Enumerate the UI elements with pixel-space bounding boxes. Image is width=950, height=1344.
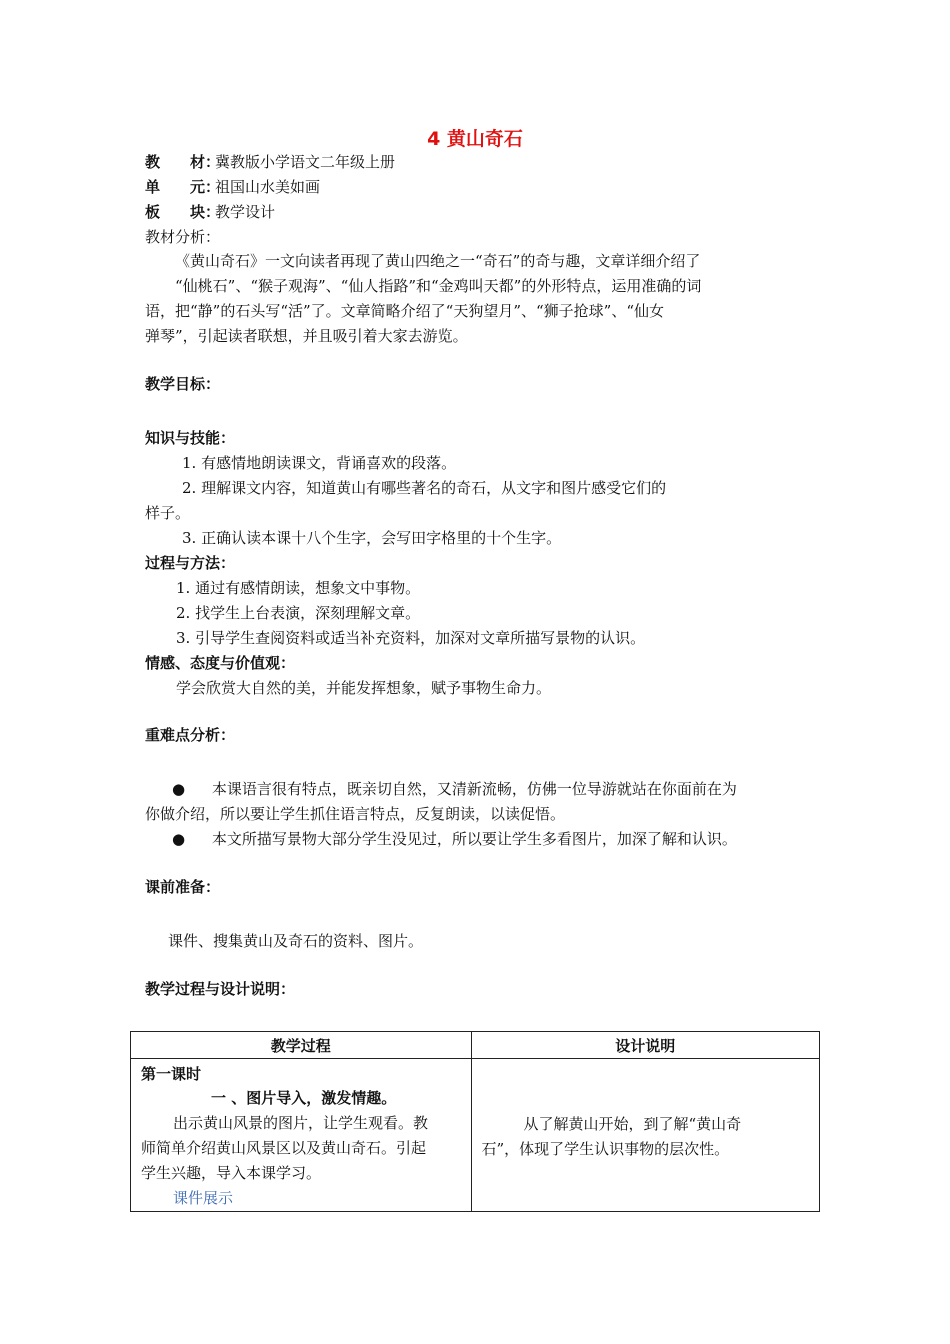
knowledge-heading: 知识与技能： — [145, 429, 236, 447]
process-item: 1. 通过有感情朗读，想象文中事物。 — [176, 579, 421, 597]
goals-heading: 教学目标： — [145, 375, 221, 393]
table-header-process: 教学过程 — [131, 1032, 472, 1059]
knowledge-item: 2. 理解课文内容，知道黄山有哪些著名的奇石，从文字和图片感受它们的 — [182, 479, 667, 497]
cell-text: 从了解黄山开始，到了解“黄山奇 — [523, 1115, 742, 1133]
analysis-line: 语，把“静”的石头写“活”了。文章简略介绍了“天狗望月”、“狮子抢球”、“仙女 — [145, 302, 665, 320]
process-cell — [131, 1059, 472, 1212]
process-item: 2. 找学生上台表演，深刻理解文章。 — [176, 604, 421, 622]
analysis-heading: 教材分析： — [145, 228, 221, 246]
process-heading: 过程与方法： — [145, 554, 236, 572]
cell-text: 石”，体现了学生认识事物的层次性。 — [481, 1140, 730, 1158]
design-cell — [471, 1059, 820, 1212]
cell-text: 学生兴趣，导入本课学习。 — [141, 1164, 322, 1182]
meta-textbook — [145, 152, 395, 172]
analysis-line: “仙桃石”、“猴子观海”、“仙人指路”和“金鸡叫天都”的外形特点，运用准确的词 — [175, 277, 702, 295]
prep-heading: 课前准备： — [145, 878, 221, 896]
meta-value: 祖国山水美如画 — [215, 178, 321, 196]
meta-unit — [145, 177, 320, 197]
prep-text: 课件、搜集黄山及奇石的资料、图片。 — [168, 932, 424, 950]
difficulty-heading: 重难点分析： — [145, 726, 236, 744]
knowledge-item: 1. 有感情地朗读课文，背诵喜欢的段落。 — [182, 454, 457, 472]
knowledge-item: 样子。 — [145, 504, 191, 522]
courseware-link[interactable]: 课件展示 — [173, 1189, 234, 1207]
cell-text: 出示黄山风景的图片，让学生观看。教 — [173, 1114, 429, 1132]
meta-value: 教学设计 — [215, 203, 276, 221]
process-item: 3. 引导学生查阅资料或适当补充资料，加深对文章所描写景物的认识。 — [176, 629, 646, 647]
analysis-line: 弹琴”，引起读者联想，并且吸引着大家去游览。 — [145, 327, 468, 345]
bullet-text: 本课语言很有特点，既亲切自然，又清新流畅，仿佛一位导游就站在你面前在为 — [211, 780, 737, 798]
table-header-row — [131, 1032, 820, 1059]
meta-label: 单 元： — [145, 178, 221, 196]
emotion-text: 学会欣赏大自然的美，并能发挥想象，赋予事物生命力。 — [176, 679, 552, 697]
meta-value: 冀教版小学语文二年级上册 — [215, 153, 396, 171]
knowledge-item: 3. 正确认读本课十八个生字，会写田字格里的十个生字。 — [182, 529, 562, 547]
procedure-table — [130, 1031, 820, 1212]
cell-text: 师简单介绍黄山风景区以及黄山奇石。引起 — [141, 1139, 427, 1157]
bullet-icon: ● — [172, 780, 186, 798]
meta-section — [145, 202, 275, 222]
difficulty-bullet-2 — [172, 829, 737, 849]
bullet-text-continued: 你做介绍，所以要让学生抓住语言特点，反复朗读，以读促悟。 — [145, 805, 566, 823]
bullet-icon: ● — [172, 830, 186, 848]
table-row — [131, 1059, 820, 1212]
emotion-heading: 情感、态度与价值观： — [145, 654, 296, 672]
lesson-label: 第一课时 — [141, 1065, 202, 1083]
step-title: 一 、图片导入，激发情趣。 — [211, 1089, 397, 1107]
difficulty-bullet-1 — [172, 779, 737, 799]
table-header-design: 设计说明 — [471, 1032, 820, 1059]
bullet-text: 本文所描写景物大部分学生没见过，所以要让学生多看图片，加深了解和认识。 — [211, 830, 737, 848]
meta-label: 板 块： — [145, 203, 221, 221]
meta-label: 教 材： — [145, 153, 221, 171]
procedure-heading: 教学过程与设计说明： — [145, 980, 296, 998]
document-title: 4 黄山奇石 — [427, 128, 523, 150]
analysis-line: 《黄山奇石》一文向读者再现了黄山四绝之一“奇石”的奇与趣，文章详细介绍了 — [175, 252, 701, 270]
